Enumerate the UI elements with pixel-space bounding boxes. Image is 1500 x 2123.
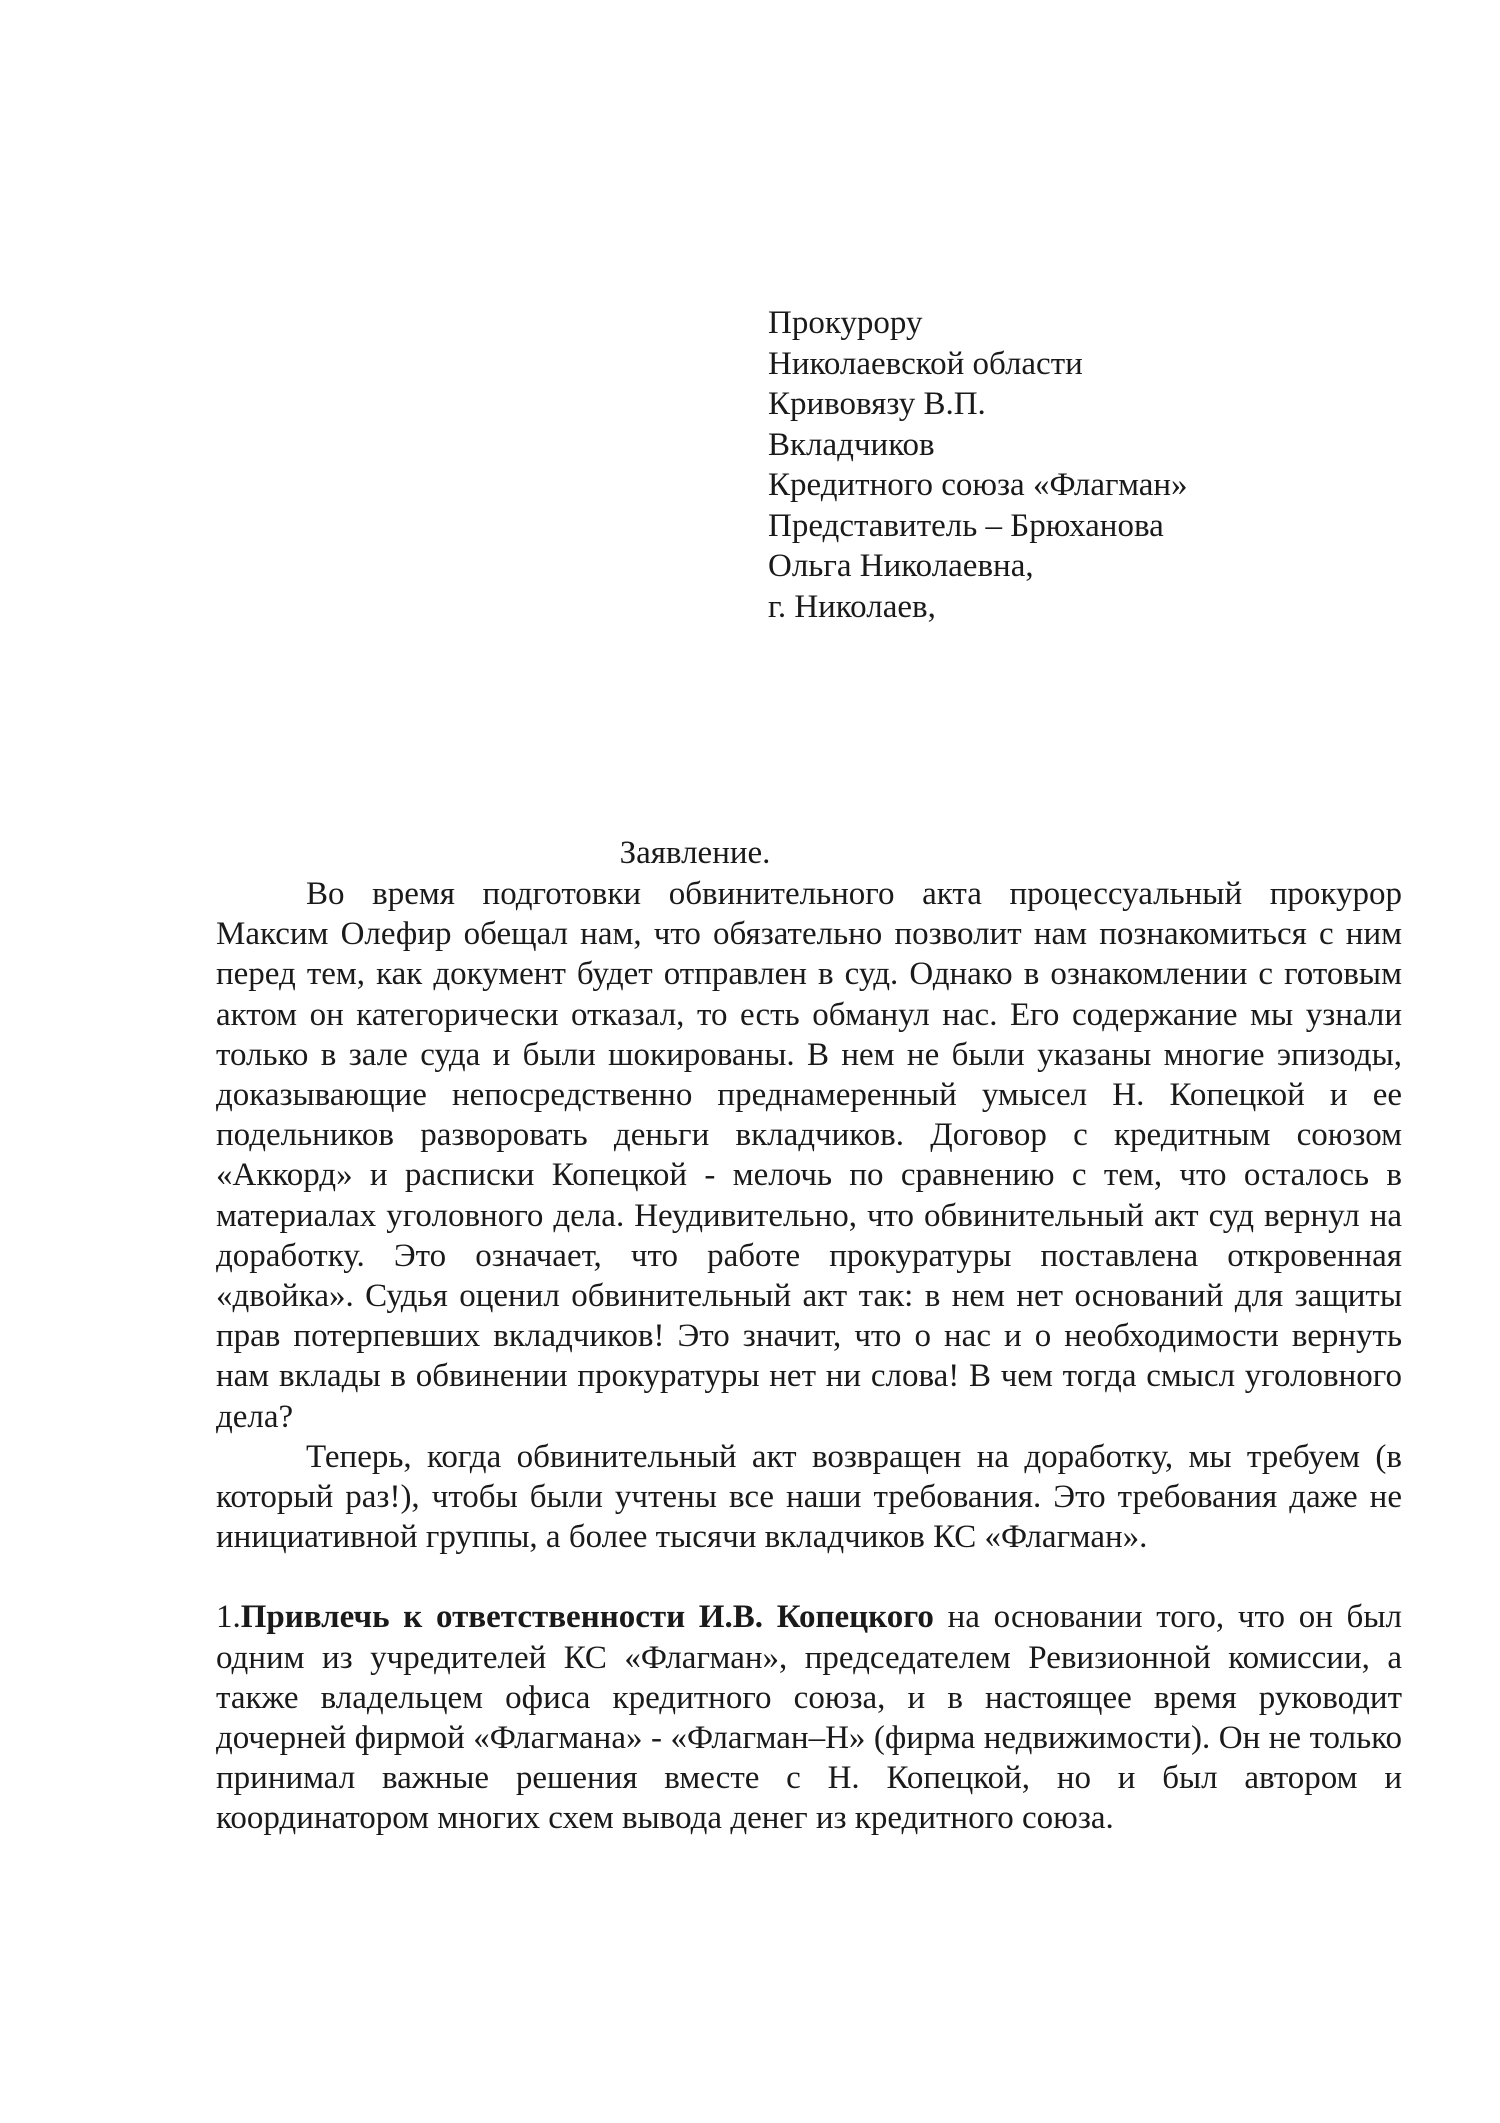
- addressee-block: [768, 303, 1188, 627]
- addressee-line: Ольга Николаевна,: [768, 548, 1034, 584]
- addressee-line: Николаевской области: [768, 345, 1083, 382]
- demand-text: на основании того, что он был одним из учредителей КС «Флагман», председателем Ревизионной комиссии, а также владельцем офиса кредитного союза, и в настоящее время руководит дочерней фирмой «Флагмана» - «Флагман–Н» (фирма недвижимости). Он не только принимал важные решения вместе с Н. Копецкой, но и был автором и координатором многих схем вывода денег из кредитного союза.: [216, 1599, 1402, 1837]
- demand-item-1: [216, 1597, 1402, 1838]
- body-paragraph-2: Теперь, когда обвинительный акт возвращен на доработку, мы требуем (в который раз!), чтобы были учтены все наши требования. Это требования даже не инициативной группы, а более тысячи вкладчиков КС «Флагман».: [216, 1438, 1402, 1556]
- addressee-line: Кривовязу В.П.: [768, 386, 986, 422]
- addressee-line: Вкладчиков: [768, 426, 935, 463]
- addressee-line: г. Николаев,: [768, 588, 936, 625]
- demand-number: 1.: [216, 1599, 241, 1636]
- addressee-line: Представитель – Брюханова: [768, 507, 1164, 544]
- document-title: Заявление.: [619, 835, 771, 871]
- addressee-line: Кредитного союза «Флагман»: [768, 467, 1188, 503]
- demand-bold-lead: Привлечь к ответственности И.В. Копецкого: [240, 1599, 934, 1636]
- addressee-line: Прокурору: [768, 305, 923, 341]
- body-paragraph-1: Во время подготовки обвинительного акта процессуальный прокурор Максим Олефир обещал нам, что обязательно позволит нам познакомиться с ним перед тем, как документ будет отправлен в суд. Однако в ознакомлении с готовым актом он категорически отказал, то есть обманул нас. Его содержание мы узнали только в зале суда и были шокированы. В нем не были указаны многие эпизоды, доказывающие непосредственно преднамеренный умысел Н. Копецкой и ее подельников разворовать деньги вкладчиков. Договор с кредитным союзом «Аккорд» и расписки Копецкой - мелочь по сравнению с тем, что осталось в материалах уголовного дела. Неудивительно, что обвинительный акт суд вернул на доработку. Это означает, что работе прокуратуры поставлена откровенная «двойка». Судья оценил обвинительный акт так: в нем нет оснований для защиты прав потерпевших вкладчиков! Это значит, что о нас и о необходимости вернуть нам вклады в обвинении прокуратуры нет ни слова! В чем тогда смысл уголовного дела?: [216, 876, 1402, 1435]
- document-body: [216, 874, 1402, 1839]
